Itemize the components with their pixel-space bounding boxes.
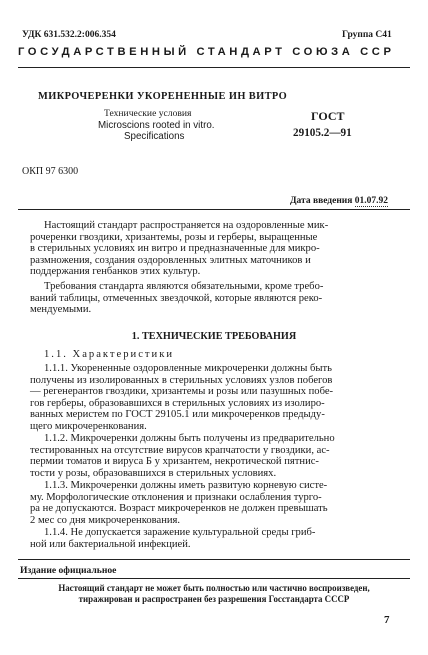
document-subtitle: Технические условия (104, 108, 192, 119)
udk-code: УДК 631.532.2:006.354 (22, 30, 116, 40)
intro-date-value: 01.07.92 (354, 196, 389, 206)
paragraph-requirements: Требования стандарта являются обязательными, кроме требо- ваний таблицы, отмеченных звездочкой, которые являются реко- мендуемыми. (30, 281, 324, 316)
paragraph-scope: Настоящий стандарт распространяется на оздоровленные мик- рочеренки гвоздики, хризантемы, розы и герберы, выращенные в стерильных условиях ин витро и предназначенные для микро- размножения, создания оздоровленных элитных маточников и поддержания генбанков этих культур. (30, 220, 329, 278)
subsection-characteristics: 1.1. Характеристики (44, 349, 175, 360)
section-title: 1. ТЕХНИЧЕСКИЕ ТРЕБОВАНИЯ (131, 331, 297, 342)
header-rule (18, 209, 410, 210)
document-title: МИКРОЧЕРЕНКИ УКОРЕНЕННЫЕ ИН ВИТРО (38, 91, 288, 102)
state-standard-banner: ГОСУДАРСТВЕННЫЙ СТАНДАРТ СОЮЗА ССР (18, 46, 395, 58)
paragraph-1-1-3: 1.1.3. Микрочеренки должны иметь развитую корневую систе- му. Морфологические отклонения и признаки ослабления турго- ра не допускаются. Возраст микрочеренков не должен превышать 2 мес со дня микрочеренкования. (30, 480, 328, 526)
intro-date (290, 196, 388, 206)
footer-rule (18, 559, 410, 560)
page-number: 7 (384, 614, 390, 626)
copyright-notice-line2: тиражирован и распространен без разрешения Госстандарта СССР (78, 594, 350, 604)
banner-rule (18, 67, 410, 68)
english-title-line1: Microscions rooted in vitro. (98, 120, 215, 131)
gost-label: ГОСТ (311, 109, 345, 123)
paragraph-1-1-4: 1.1.4. Не допускается заражение культуральной среды гриб- ной или бактериальной инфекцией. (30, 527, 316, 550)
footer-rule-2 (18, 578, 410, 579)
english-title-line2: Specifications (124, 131, 185, 142)
group-code: Группа С41 (342, 30, 392, 40)
paragraph-1-1-2: 1.1.2. Микрочеренки должны быть получены из предварительно тестированных на отсутствие вирусов крапчатости у гвоздики, ас- пермии томатов и вируса Б у хризантем, некротической пятнис- тости у розы, образовавшихся в стерильных условиях. (30, 433, 335, 479)
paragraph-1-1-1: 1.1.1. Укорененные оздоровленные микрочеренки должны быть получены из изолированных в стерильных условиях узлов побегов — регенерантов гвоздики, хризантемы и розы или пазушных побе- гов герберы, образовавшихся в стерильных условиях из изолиро- ванных меристем по ГОСТ 29105.1 или микрочеренков предыду- щего микрочеренкования. (30, 363, 334, 432)
gost-number: 29105.2—91 (293, 127, 352, 139)
intro-date-label: Дата введения (290, 196, 353, 206)
okp-code: ОКП 97 6300 (22, 166, 79, 177)
official-edition: Издание официальное (20, 565, 117, 576)
copyright-notice-line1: Настоящий стандарт не может быть полностью или частично воспроизведен, (58, 583, 370, 593)
